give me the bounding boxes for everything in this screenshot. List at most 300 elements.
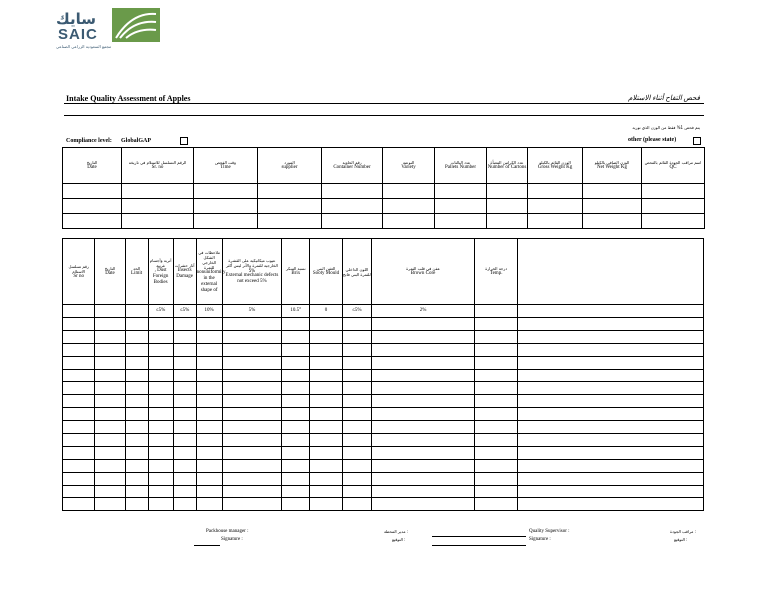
entry-cell[interactable] — [148, 472, 173, 485]
entry-cell[interactable] — [475, 382, 518, 395]
entry-cell[interactable] — [371, 330, 474, 343]
header-ar: التاريخ — [86, 160, 98, 165]
entry-cell[interactable] — [125, 472, 148, 485]
entry-cell[interactable] — [487, 199, 528, 214]
entry-cell[interactable] — [310, 421, 342, 434]
entry-cell[interactable] — [518, 356, 704, 369]
column-header — [342, 239, 371, 305]
entry-cell[interactable] — [95, 472, 125, 485]
column-header — [383, 148, 435, 184]
entry-cell[interactable] — [642, 214, 705, 229]
entry-cell[interactable] — [196, 485, 222, 498]
entry-cell[interactable] — [371, 472, 474, 485]
entry-cell[interactable] — [282, 356, 310, 369]
entry-cell[interactable] — [310, 459, 342, 472]
entry-cell[interactable] — [63, 382, 95, 395]
entry-cell[interactable] — [282, 382, 310, 395]
entry-cell[interactable] — [125, 395, 148, 408]
entry-cell[interactable] — [196, 318, 222, 331]
entry-cell[interactable] — [528, 214, 583, 229]
entry-cell[interactable] — [125, 382, 148, 395]
entry-cell[interactable] — [342, 459, 371, 472]
entry-cell[interactable] — [222, 446, 282, 459]
entry-cell[interactable] — [125, 330, 148, 343]
entry-cell[interactable] — [583, 184, 642, 199]
entry-cell[interactable] — [487, 214, 528, 229]
entry-cell[interactable] — [196, 434, 222, 447]
column-header — [125, 239, 148, 305]
entry-cell[interactable] — [342, 434, 371, 447]
header-ar: عدد الكراتين المعبأة — [490, 160, 524, 165]
entry-cell[interactable] — [196, 395, 222, 408]
entry-cell[interactable] — [487, 184, 528, 199]
globalgap-checkbox[interactable] — [180, 137, 188, 145]
entry-cell[interactable] — [342, 446, 371, 459]
header-ar: آثار حشرات — [174, 263, 195, 268]
column-header — [173, 239, 196, 305]
header-ar: المورد — [284, 160, 295, 165]
entry-cell[interactable] — [310, 318, 342, 331]
entry-cell[interactable] — [518, 330, 704, 343]
column-header — [282, 239, 310, 305]
entry-cell[interactable] — [148, 318, 173, 331]
entry-cell[interactable] — [282, 318, 310, 331]
entry-cell[interactable] — [310, 408, 342, 421]
entry-cell[interactable] — [282, 330, 310, 343]
header-ar: العفن البني — [316, 266, 336, 271]
header-en: nonuniformity in the external shape of — [196, 269, 226, 293]
other-checkbox[interactable] — [693, 137, 701, 145]
entry-cell[interactable] — [342, 421, 371, 434]
entry-cell[interactable] — [196, 382, 222, 395]
header-en: Insects Damage — [176, 268, 193, 279]
column-header — [196, 239, 226, 305]
entry-cell[interactable] — [282, 498, 310, 511]
entry-cell[interactable] — [310, 446, 342, 459]
header-ar: رقم الحاوية — [342, 160, 362, 165]
entry-cell[interactable] — [194, 214, 258, 229]
entry-cell[interactable] — [342, 395, 371, 408]
table-row — [63, 498, 704, 511]
entry-cell[interactable] — [95, 498, 125, 511]
signature-line — [194, 545, 220, 546]
entry-cell[interactable] — [148, 330, 173, 343]
entry-cell[interactable] — [196, 356, 222, 369]
entry-cell[interactable] — [222, 330, 282, 343]
quality-assessment-table — [62, 238, 704, 511]
entry-cell[interactable] — [342, 472, 371, 485]
table-row — [63, 382, 704, 395]
entry-cell[interactable] — [371, 369, 474, 382]
entry-cell[interactable] — [196, 330, 222, 343]
entry-cell[interactable] — [322, 184, 383, 199]
entry-cell[interactable] — [371, 421, 474, 434]
header-ar: الرقم التسلسل للاستلام في تاريخه — [128, 160, 187, 165]
entry-cell[interactable] — [125, 459, 148, 472]
packhouse-manager-label-ar: مدير المحطة : — [384, 529, 409, 534]
entry-cell[interactable] — [342, 408, 371, 421]
entry-cell[interactable] — [148, 434, 173, 447]
entry-cell[interactable] — [475, 343, 518, 356]
entry-cell[interactable] — [518, 421, 704, 434]
entry-cell[interactable] — [642, 199, 705, 214]
entry-cell[interactable] — [222, 318, 282, 331]
entry-cell[interactable] — [63, 369, 95, 382]
entry-cell[interactable] — [222, 408, 282, 421]
entry-cell[interactable] — [125, 356, 148, 369]
entry-cell[interactable] — [475, 446, 518, 459]
entry-cell[interactable] — [173, 356, 196, 369]
entry-cell[interactable] — [371, 382, 474, 395]
entry-cell[interactable] — [173, 421, 196, 434]
entry-cell[interactable] — [310, 382, 342, 395]
entry-cell[interactable] — [518, 459, 704, 472]
entry-cell[interactable] — [196, 408, 222, 421]
entry-cell[interactable] — [475, 434, 518, 447]
entry-cell[interactable] — [222, 382, 282, 395]
entry-cell[interactable] — [310, 369, 342, 382]
entry-cell[interactable] — [222, 459, 282, 472]
signature-line — [432, 536, 526, 537]
entry-cell[interactable] — [122, 214, 194, 229]
column-header — [63, 239, 95, 305]
table-row — [63, 343, 704, 356]
entry-cell[interactable] — [95, 459, 125, 472]
header-en: External mechanic defects not exceed 5% — [225, 273, 279, 284]
entry-cell[interactable] — [148, 343, 173, 356]
column-header — [528, 148, 583, 184]
entry-cell[interactable] — [196, 472, 222, 485]
entry-cell[interactable] — [371, 395, 474, 408]
column-header — [583, 148, 642, 184]
entry-cell[interactable] — [95, 369, 125, 382]
entry-cell[interactable] — [173, 459, 196, 472]
entry-cell[interactable] — [475, 421, 518, 434]
entry-cell[interactable] — [63, 472, 95, 485]
entry-cell[interactable] — [322, 199, 383, 214]
entry-cell[interactable] — [63, 459, 95, 472]
limit-cell: ≤5% — [173, 305, 196, 318]
entry-cell[interactable] — [282, 472, 310, 485]
entry-cell[interactable] — [95, 343, 125, 356]
entry-cell[interactable] — [371, 434, 474, 447]
entry-cell[interactable] — [173, 382, 196, 395]
entry-cell[interactable] — [173, 395, 196, 408]
entry-cell[interactable] — [475, 498, 518, 511]
entry-cell[interactable] — [518, 318, 704, 331]
entry-cell[interactable] — [95, 395, 125, 408]
entry-cell[interactable] — [475, 330, 518, 343]
header-ar: رقم تسلسل الاستلام — [68, 263, 89, 274]
entry-cell[interactable] — [125, 434, 148, 447]
entry-cell[interactable] — [95, 421, 125, 434]
entry-cell[interactable] — [518, 498, 704, 511]
entry-cell[interactable] — [148, 421, 173, 434]
entry-cell[interactable] — [282, 369, 310, 382]
entry-cell[interactable] — [148, 395, 173, 408]
entry-cell[interactable] — [222, 356, 282, 369]
entry-cell[interactable] — [383, 199, 435, 214]
entry-cell[interactable] — [148, 459, 173, 472]
entry-cell[interactable] — [475, 356, 518, 369]
entry-cell[interactable] — [475, 318, 518, 331]
entry-cell[interactable] — [282, 446, 310, 459]
entry-cell[interactable] — [122, 184, 194, 199]
entry-cell[interactable] — [383, 214, 435, 229]
entry-cell[interactable] — [148, 369, 173, 382]
entry-cell[interactable] — [196, 446, 222, 459]
entry-cell[interactable] — [125, 343, 148, 356]
entry-cell[interactable] — [371, 485, 474, 498]
table-row — [63, 199, 705, 214]
entry-cell[interactable] — [125, 498, 148, 511]
entry-cell[interactable] — [518, 472, 704, 485]
entry-cell[interactable] — [282, 485, 310, 498]
entry-cell[interactable] — [148, 485, 173, 498]
entry-cell[interactable] — [258, 199, 322, 214]
limit-cell: 0 — [310, 305, 342, 318]
table-row — [63, 408, 704, 421]
table-row — [63, 214, 705, 229]
column-header — [122, 148, 194, 184]
entry-cell[interactable] — [125, 318, 148, 331]
entry-cell[interactable] — [518, 485, 704, 498]
entry-cell[interactable] — [371, 356, 474, 369]
entry-cell[interactable] — [371, 408, 474, 421]
header-en: , Dust Foreign Bodies — [152, 267, 169, 285]
entry-cell[interactable] — [518, 434, 704, 447]
entry-cell[interactable] — [342, 356, 371, 369]
entry-cell[interactable] — [342, 369, 371, 382]
entry-cell[interactable] — [518, 369, 704, 382]
entry-cell[interactable] — [173, 472, 196, 485]
header-en: Time — [220, 165, 231, 170]
column-header — [642, 148, 705, 184]
entry-cell[interactable] — [518, 382, 704, 395]
header-en: Date — [87, 165, 97, 170]
entry-cell[interactable] — [222, 472, 282, 485]
column-header — [310, 239, 342, 305]
entry-cell[interactable] — [342, 330, 371, 343]
header-en: Variety — [401, 165, 416, 170]
entry-cell[interactable] — [475, 459, 518, 472]
entry-cell[interactable] — [63, 343, 95, 356]
entry-cell[interactable] — [475, 485, 518, 498]
limit-cell — [518, 305, 704, 318]
entry-cell[interactable] — [371, 459, 474, 472]
entry-cell[interactable] — [222, 434, 282, 447]
limit-cell: ≤5% — [148, 305, 173, 318]
form-title-en: Intake Quality Assessment of Apples — [66, 94, 191, 103]
entry-cell[interactable] — [371, 343, 474, 356]
entry-cell[interactable] — [475, 369, 518, 382]
entry-cell[interactable] — [148, 356, 173, 369]
entry-cell[interactable] — [173, 446, 196, 459]
entry-cell[interactable] — [475, 395, 518, 408]
table-row — [63, 434, 704, 447]
entry-cell[interactable] — [148, 446, 173, 459]
header-ar: اسم مراقب الجودة القائم بالفحص — [644, 160, 702, 165]
entry-cell[interactable] — [173, 369, 196, 382]
entry-cell[interactable] — [222, 395, 282, 408]
saic-logo — [56, 8, 164, 52]
entry-cell[interactable] — [528, 199, 583, 214]
header-en: Limit — [131, 271, 143, 276]
entry-cell[interactable] — [63, 485, 95, 498]
entry-cell[interactable] — [125, 408, 148, 421]
entry-cell[interactable] — [282, 343, 310, 356]
entry-cell[interactable] — [258, 184, 322, 199]
entry-cell[interactable] — [173, 498, 196, 511]
entry-cell[interactable] — [63, 408, 95, 421]
table-row — [63, 421, 704, 434]
limit-cell: 2% — [371, 305, 474, 318]
table-row — [63, 369, 704, 382]
entry-cell[interactable] — [222, 343, 282, 356]
entry-cell[interactable] — [583, 214, 642, 229]
entry-cell[interactable] — [95, 382, 125, 395]
entry-cell[interactable] — [194, 199, 258, 214]
entry-cell[interactable] — [173, 434, 196, 447]
entry-cell[interactable] — [173, 408, 196, 421]
entry-cell[interactable] — [125, 421, 148, 434]
entry-cell[interactable] — [435, 214, 487, 229]
entry-cell[interactable] — [310, 472, 342, 485]
entry-cell[interactable] — [63, 184, 122, 199]
entry-cell[interactable] — [173, 343, 196, 356]
entry-cell[interactable] — [95, 318, 125, 331]
entry-cell[interactable] — [310, 356, 342, 369]
header-ar: أتربة وأجسام غريبة — [149, 257, 172, 268]
entry-cell[interactable] — [342, 382, 371, 395]
entry-cell[interactable] — [63, 214, 122, 229]
entry-cell[interactable] — [342, 343, 371, 356]
entry-cell[interactable] — [173, 318, 196, 331]
entry-cell[interactable] — [63, 199, 122, 214]
entry-cell[interactable] — [282, 408, 310, 421]
entry-cell[interactable] — [518, 446, 704, 459]
header-en: QC — [669, 165, 677, 170]
entry-cell[interactable] — [518, 343, 704, 356]
entry-cell[interactable] — [194, 184, 258, 199]
entry-cell[interactable] — [518, 395, 704, 408]
entry-cell[interactable] — [95, 356, 125, 369]
entry-cell[interactable] — [342, 318, 371, 331]
entry-cell[interactable] — [196, 459, 222, 472]
logo-english: SAIC — [58, 26, 98, 43]
limit-cell — [475, 305, 518, 318]
entry-cell[interactable] — [63, 356, 95, 369]
entry-cell[interactable] — [322, 214, 383, 229]
entry-cell[interactable] — [282, 434, 310, 447]
entry-cell[interactable] — [282, 459, 310, 472]
header-en: Gross Weight Kg — [537, 165, 573, 170]
entry-cell[interactable] — [125, 485, 148, 498]
entry-cell[interactable] — [222, 421, 282, 434]
entry-cell[interactable] — [63, 446, 95, 459]
entry-cell[interactable] — [222, 498, 282, 511]
entry-cell[interactable] — [63, 421, 95, 434]
column-header — [475, 239, 518, 305]
entry-cell[interactable] — [342, 498, 371, 511]
entry-cell[interactable] — [310, 343, 342, 356]
entry-cell[interactable] — [148, 382, 173, 395]
entry-cell[interactable] — [310, 485, 342, 498]
entry-cell[interactable] — [310, 330, 342, 343]
entry-cell[interactable] — [63, 318, 95, 331]
header-row — [63, 239, 704, 305]
entry-cell[interactable] — [371, 446, 474, 459]
limit-cell: 10.5° — [282, 305, 310, 318]
entry-cell[interactable] — [383, 184, 435, 199]
entry-cell[interactable] — [342, 485, 371, 498]
entry-cell[interactable] — [518, 408, 704, 421]
entry-cell[interactable] — [310, 434, 342, 447]
entry-cell[interactable] — [95, 434, 125, 447]
entry-cell[interactable] — [63, 330, 95, 343]
entry-cell[interactable] — [125, 446, 148, 459]
entry-cell[interactable] — [95, 485, 125, 498]
entry-cell[interactable] — [282, 395, 310, 408]
logo-mark-icon — [112, 8, 160, 42]
entry-cell[interactable] — [282, 421, 310, 434]
entry-cell[interactable] — [258, 214, 322, 229]
entry-cell[interactable] — [475, 408, 518, 421]
entry-cell[interactable] — [435, 199, 487, 214]
entry-cell[interactable] — [63, 498, 95, 511]
entry-cell[interactable] — [95, 330, 125, 343]
entry-cell[interactable] — [196, 369, 222, 382]
entry-cell[interactable] — [173, 330, 196, 343]
column-header — [194, 148, 258, 184]
entry-cell[interactable] — [583, 199, 642, 214]
entry-cell[interactable] — [310, 395, 342, 408]
entry-cell[interactable] — [642, 184, 705, 199]
entry-cell[interactable] — [95, 446, 125, 459]
entry-cell[interactable] — [95, 408, 125, 421]
entry-cell[interactable] — [63, 434, 95, 447]
entry-cell[interactable] — [63, 395, 95, 408]
entry-cell[interactable] — [222, 485, 282, 498]
entry-cell[interactable] — [148, 408, 173, 421]
column-header — [258, 148, 322, 184]
signature-line — [432, 545, 526, 546]
form-title-ar: فحص التفاح أثناء الاستلام — [628, 94, 700, 102]
entry-cell[interactable] — [125, 369, 148, 382]
entry-cell[interactable] — [310, 498, 342, 511]
header-en: Number of Cartons — [487, 165, 527, 170]
signature-label-ar: التوقيع : — [392, 537, 406, 542]
header-ar: اللون الداخلي للثمرة البني فاتح — [342, 266, 371, 277]
table-row — [63, 318, 704, 331]
entry-cell[interactable] — [122, 199, 194, 214]
entry-cell[interactable] — [222, 369, 282, 382]
entry-cell[interactable] — [196, 498, 222, 511]
entry-cell[interactable] — [371, 318, 474, 331]
entry-cell[interactable] — [196, 421, 222, 434]
entry-cell[interactable] — [196, 343, 222, 356]
entry-cell[interactable] — [173, 485, 196, 498]
entry-cell[interactable] — [148, 498, 173, 511]
entry-cell[interactable] — [371, 498, 474, 511]
table-row — [63, 395, 704, 408]
entry-cell[interactable] — [475, 472, 518, 485]
entry-cell[interactable] — [528, 184, 583, 199]
entry-cell[interactable] — [435, 184, 487, 199]
container-intake-table — [62, 147, 705, 229]
supervisor-signature-label-ar: التوقيع : — [674, 537, 688, 542]
header-ar: النوعية — [402, 160, 415, 165]
